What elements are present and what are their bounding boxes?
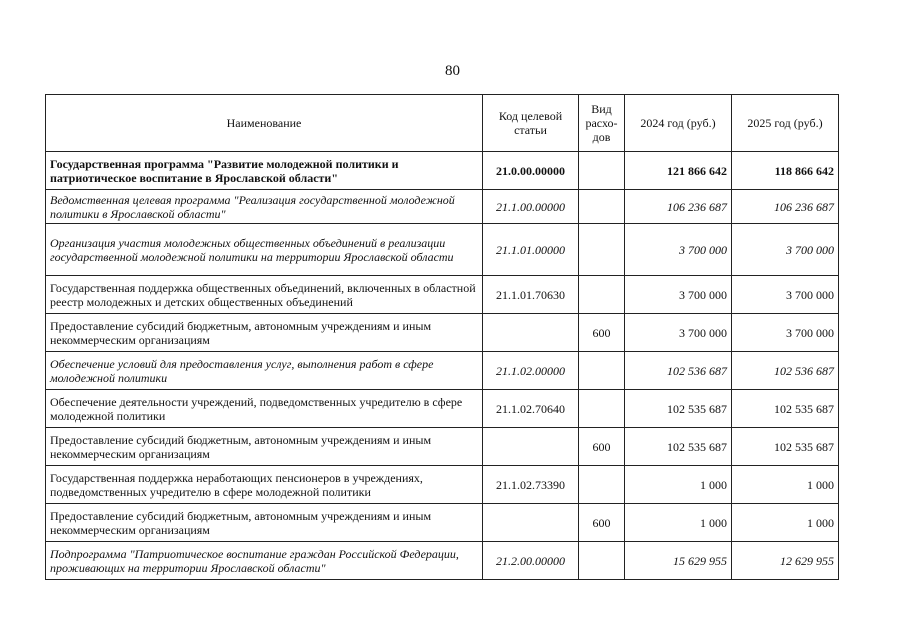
row-name: Государственная поддержка общественных объединений, включенных в областной реестр молодежных и детских общественных объединений bbox=[46, 276, 483, 314]
row-name: Государственная программа "Развитие молодежной политики и патриотическое воспитание в Ярославской области" bbox=[46, 152, 483, 190]
table-row bbox=[46, 152, 839, 190]
row-amount-2025: 106 236 687 bbox=[732, 190, 839, 224]
row-amount-2025: 3 700 000 bbox=[732, 276, 839, 314]
row-code: 21.2.00.00000 bbox=[483, 542, 579, 580]
row-amount-2024: 102 535 687 bbox=[625, 390, 732, 428]
row-code: 21.0.00.00000 bbox=[483, 152, 579, 190]
table-header-row bbox=[46, 95, 839, 152]
row-name: Ведомственная целевая программа "Реализация государственной молодежной политики в Ярославской области" bbox=[46, 190, 483, 224]
row-kind bbox=[579, 276, 625, 314]
table-row bbox=[46, 504, 839, 542]
header-code: Код целевой статьи bbox=[483, 95, 579, 152]
row-name: Предоставление субсидий бюджетным, автономным учреждениям и иным некоммерческим организациям bbox=[46, 428, 483, 466]
row-amount-2024: 1 000 bbox=[625, 504, 732, 542]
row-name: Предоставление субсидий бюджетным, автономным учреждениям и иным некоммерческим организациям bbox=[46, 314, 483, 352]
row-code bbox=[483, 504, 579, 542]
row-amount-2024: 3 700 000 bbox=[625, 276, 732, 314]
row-amount-2025: 3 700 000 bbox=[732, 224, 839, 276]
row-kind bbox=[579, 352, 625, 390]
row-amount-2025: 1 000 bbox=[732, 504, 839, 542]
header-year-2024: 2024 год (руб.) bbox=[625, 95, 732, 152]
row-kind bbox=[579, 542, 625, 580]
row-amount-2024: 15 629 955 bbox=[625, 542, 732, 580]
row-amount-2024: 102 535 687 bbox=[625, 428, 732, 466]
row-code: 21.1.02.73390 bbox=[483, 466, 579, 504]
table-row bbox=[46, 390, 839, 428]
row-code: 21.1.01.00000 bbox=[483, 224, 579, 276]
row-kind bbox=[579, 190, 625, 224]
row-kind: 600 bbox=[579, 314, 625, 352]
row-kind: 600 bbox=[579, 428, 625, 466]
row-kind bbox=[579, 152, 625, 190]
table-row bbox=[46, 428, 839, 466]
row-amount-2025: 118 866 642 bbox=[732, 152, 839, 190]
row-code: 21.1.01.70630 bbox=[483, 276, 579, 314]
row-kind: 600 bbox=[579, 504, 625, 542]
row-amount-2024: 121 866 642 bbox=[625, 152, 732, 190]
table-row bbox=[46, 352, 839, 390]
row-amount-2025: 102 535 687 bbox=[732, 390, 839, 428]
row-amount-2025: 102 535 687 bbox=[732, 428, 839, 466]
budget-table bbox=[45, 94, 839, 580]
row-code: 21.1.02.00000 bbox=[483, 352, 579, 390]
row-amount-2025: 3 700 000 bbox=[732, 314, 839, 352]
row-code bbox=[483, 314, 579, 352]
page-number: 80 bbox=[445, 63, 460, 79]
row-amount-2024: 106 236 687 bbox=[625, 190, 732, 224]
row-amount-2024: 1 000 bbox=[625, 466, 732, 504]
row-kind bbox=[579, 390, 625, 428]
row-code: 21.1.00.00000 bbox=[483, 190, 579, 224]
row-amount-2025: 1 000 bbox=[732, 466, 839, 504]
header-year-2025: 2025 год (руб.) bbox=[732, 95, 839, 152]
table-row bbox=[46, 466, 839, 504]
table-row bbox=[46, 542, 839, 580]
row-amount-2024: 3 700 000 bbox=[625, 224, 732, 276]
row-name: Государственная поддержка неработающих пенсионеров в учреждениях, подведомственных учредителю в сфере молодежной политики bbox=[46, 466, 483, 504]
row-kind bbox=[579, 466, 625, 504]
row-kind bbox=[579, 224, 625, 276]
row-name: Организация участия молодежных общественных объединений в реализации государственной молодежной политики на территории Ярославской области bbox=[46, 224, 483, 276]
table-row bbox=[46, 190, 839, 224]
table-row bbox=[46, 314, 839, 352]
row-name: Обеспечение условий для предоставления услуг, выполнения работ в сфере молодежной политики bbox=[46, 352, 483, 390]
row-name: Обеспечение деятельности учреждений, подведомственных учредителю в сфере молодежной политики bbox=[46, 390, 483, 428]
table-row bbox=[46, 276, 839, 314]
row-name: Подпрограмма "Патриотическое воспитание граждан Российской Федерации, проживающих на территории Ярославской области" bbox=[46, 542, 483, 580]
row-code: 21.1.02.70640 bbox=[483, 390, 579, 428]
row-amount-2025: 102 536 687 bbox=[732, 352, 839, 390]
row-name: Предоставление субсидий бюджетным, автономным учреждениям и иным некоммерческим организациям bbox=[46, 504, 483, 542]
table-row bbox=[46, 224, 839, 276]
row-amount-2025: 12 629 955 bbox=[732, 542, 839, 580]
row-amount-2024: 3 700 000 bbox=[625, 314, 732, 352]
row-code bbox=[483, 428, 579, 466]
header-name: Наименование bbox=[46, 95, 483, 152]
header-kind: Вид расхо-дов bbox=[579, 95, 625, 152]
row-amount-2024: 102 536 687 bbox=[625, 352, 732, 390]
